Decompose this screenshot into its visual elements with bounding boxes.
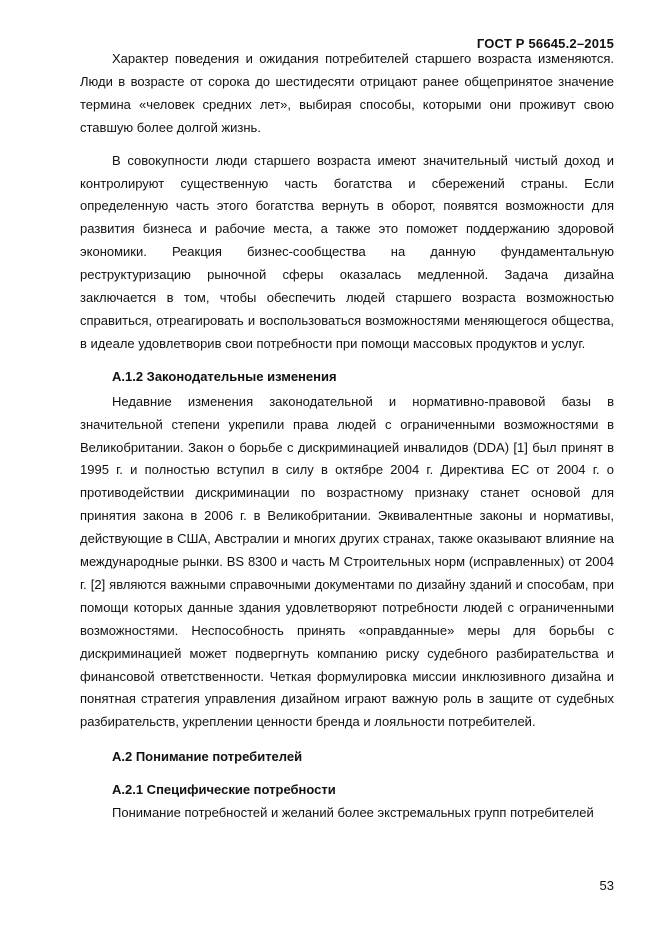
page-number: 53: [599, 878, 614, 893]
heading-specific-needs: А.2.1 Специфические потребности: [112, 782, 336, 798]
paragraph-extreme-groups: Понимание потребностей и желаний более экстремальных групп потребителей: [112, 805, 594, 821]
document-code: ГОСТ Р 56645.2–2015: [476, 36, 614, 51]
paragraph-consumer-behavior: Характер поведения и ожидания потребителей старшего возраста изменяются. Люди в возрасте от сорока до шестидесяти отрицают ранее общепринятое значение термина «человек средних лет», выбирая способы, которыми они проживут свою ставшую более долгой жизнь.: [80, 51, 614, 135]
paragraph-elderly-wealth: В совокупности люди старшего возраста имеют значительный чистый доход и контролируют существенную часть богатства и сбережений страны. Если определенную часть этого богатства вернуть в оборот, появятся возможности для развития бизнеса и рабочие места, а также это поможет поддержанию здоровой экономики. Реакция бизнес-сообщества на данную фундаментальную реструктуризацию рыночной сферы оказалась медленной. Задача дизайна заключается в том, чтобы обеспечить людей старшего возраста возможностью справиться, отреагировать и воспользоваться возможностями меняющегося общества, в идеале удовлетворив свои потребности при помощи массовых продуктов и услуг.: [80, 152, 614, 351]
heading-understanding-consumers: А.2 Понимание потребителей: [112, 749, 303, 765]
paragraph-legislation: Недавние изменения законодательной и нормативно-правовой базы в значительной степени укрепили права людей с ограниченными возможностями в Великобритании. Закон о борьбе с дискриминацией инвалидов (DDA) [1] был принят в 1995 г. и полностью вступил в силу в октябре 2004 г. Директива ЕС от 2004 г. о противодействии дискриминации по возрастному признаку станет основой для принятия закона в 2006 г. в Великобритании. Эквивалентные законы и нормативы, действующие в США, Австралии и многих других странах, также оказывают влияние на международные рынки. BS 8300 и часть M Строительных норм (исправленных) от 2004 г. [2] являются важными справочными документами по дизайну зданий и способам, при помощи которых данные здания удовлетворяют потребности людей с ограниченными возможностями. Неспособность принять «оправданные» меры для борьбы с дискриминацией может подвергнуть компанию риску судебного разбирательства и финансовой ответственности. Четкая формулировка миссии инклюзивного дизайна и понятная стратегия управления дизайном играют важную роль в защите от судебных разбирательств, укреплении ценности бренда и лояльности потребителей.: [80, 393, 614, 730]
heading-legislative-changes: А.1.2 Законодательные изменения: [112, 368, 337, 384]
document-body: [80, 48, 614, 825]
